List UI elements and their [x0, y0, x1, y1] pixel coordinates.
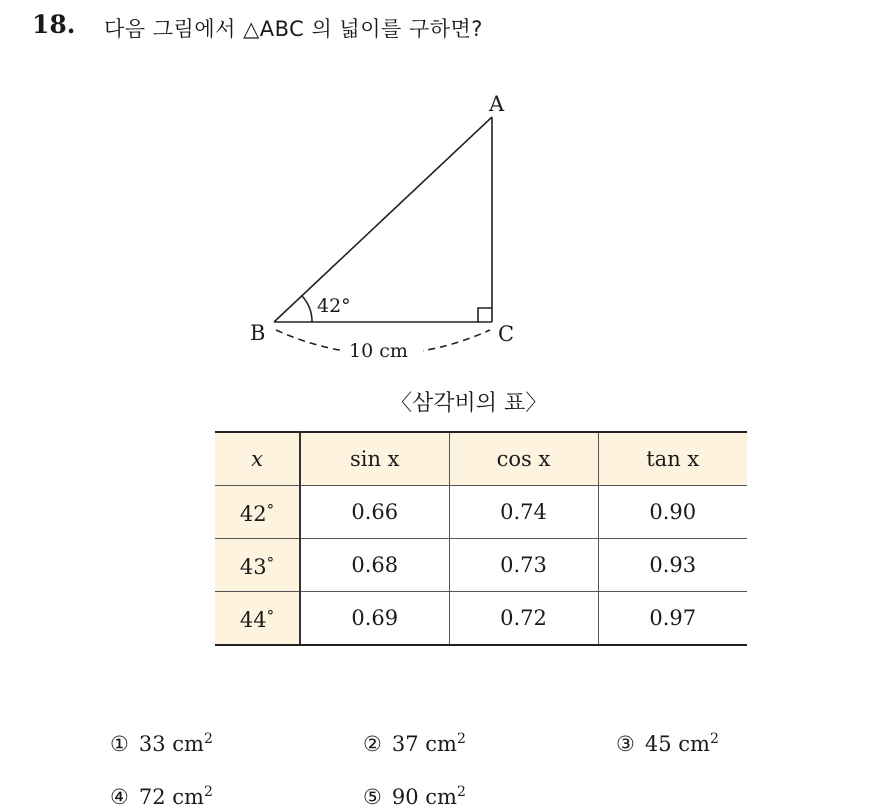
choice-4[interactable]: ④ 72 $cm^2$: [110, 784, 213, 809]
vertex-c-label: C: [498, 322, 515, 346]
side-bc-label: 10 cm: [349, 340, 408, 362]
tan-cell: 0.90: [598, 486, 747, 539]
angle-cell: 43°: [215, 539, 300, 592]
table-row: [215, 539, 747, 592]
table-header-row: [215, 432, 747, 486]
tan-cell: 0.93: [598, 539, 747, 592]
angle-cell: 44°: [215, 592, 300, 646]
vertex-b-label: B: [250, 321, 266, 345]
question-text: 다음 그림에서 △ABC 의 넓이를 구하면?: [104, 17, 483, 41]
trig-ratio-table: [215, 431, 747, 646]
header-cos: cos x: [449, 432, 598, 486]
angle-cell: 42°: [215, 486, 300, 539]
angle-b-arc: [302, 296, 312, 322]
question-number: 18.: [32, 10, 76, 39]
choice-mark: ④: [110, 785, 129, 809]
vertex-a-label: A: [489, 92, 505, 116]
right-angle-mark: [478, 308, 492, 322]
header-sin: sin x: [300, 432, 449, 486]
choice-mark: ①: [110, 732, 129, 756]
cos-cell: 0.74: [449, 486, 598, 539]
cos-cell: 0.72: [449, 592, 598, 646]
choice-2[interactable]: ② 37 $cm^2$: [363, 731, 466, 756]
choice-1[interactable]: ① 33 $cm^2$: [110, 731, 213, 756]
angle-b-label: 42°: [317, 295, 351, 317]
table-caption: 〈삼각비의 표〉: [390, 391, 548, 416]
tan-cell: 0.97: [598, 592, 747, 646]
table-row: [215, 592, 747, 646]
choice-3[interactable]: ③ 45 $cm^2$: [616, 731, 719, 756]
sin-cell: 0.68: [300, 539, 449, 592]
choice-mark: ⑤: [363, 785, 382, 809]
choice-5[interactable]: ⑤ 90 $cm^2$: [363, 784, 466, 809]
choice-mark: ③: [616, 732, 635, 756]
sin-cell: 0.66: [300, 486, 449, 539]
cos-cell: 0.73: [449, 539, 598, 592]
triangle-figure: [0, 0, 884, 380]
table-row: [215, 486, 747, 539]
choice-mark: ②: [363, 732, 382, 756]
header-x: x: [215, 432, 300, 486]
side-ab: [274, 117, 492, 322]
sin-cell: 0.69: [300, 592, 449, 646]
header-tan: tan x: [598, 432, 747, 486]
